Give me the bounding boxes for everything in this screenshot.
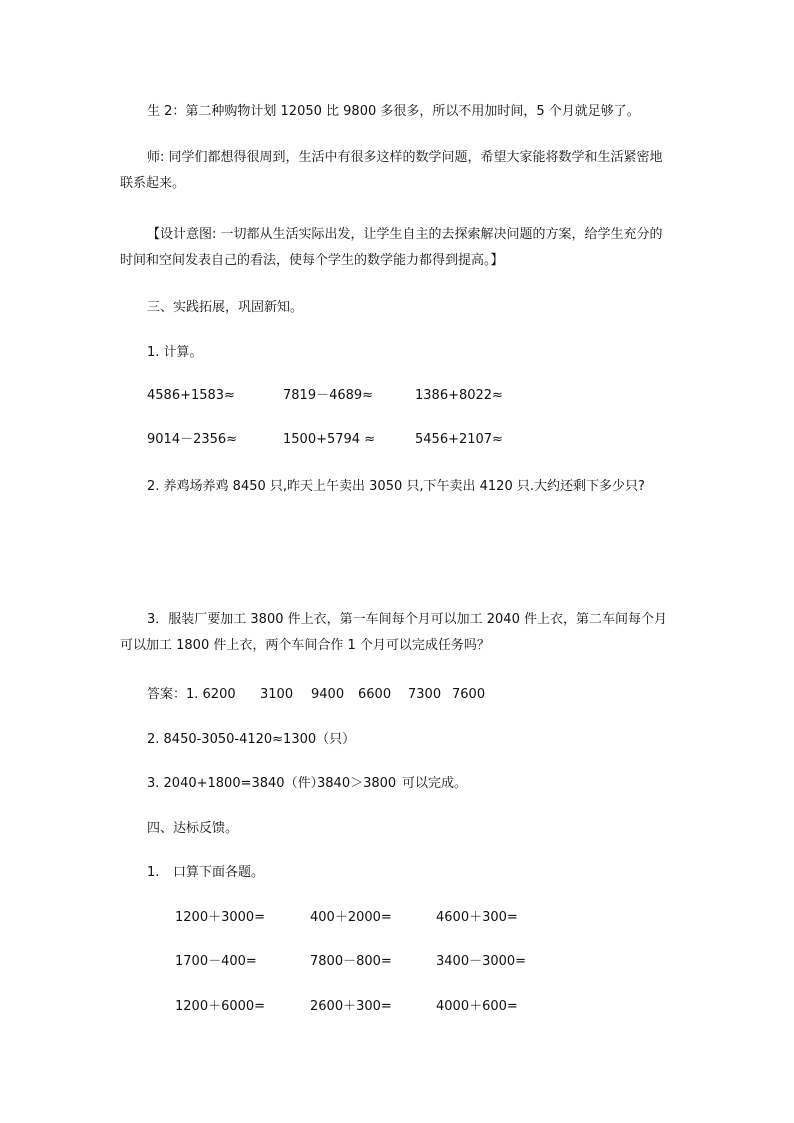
question-1: 1. 计算。	[147, 345, 203, 360]
answer-2: 2. 8450-3050-4120≈1300（只）	[147, 732, 356, 747]
calc-item: 5456+2107≈	[415, 432, 503, 447]
answer-label: 答案：1. 6200	[147, 687, 236, 702]
question-4-text: 口算下面各题。	[173, 865, 265, 880]
calc-item: 9014－2356≈	[147, 432, 238, 447]
answer-value: 9400	[311, 687, 345, 702]
answer-value: 3100	[260, 687, 294, 702]
calc-item: 1386+8022≈	[415, 388, 503, 403]
oral-item: 3400－3000=	[436, 954, 527, 969]
calc-item: 7819－4689≈	[283, 388, 374, 403]
oral-item: 1200＋3000=	[175, 910, 266, 925]
answer-3-conclusion: 可以完成。	[402, 776, 468, 791]
oral-item: 1700－400=	[175, 954, 257, 969]
answer-value: 7600	[452, 687, 486, 702]
answer-3-comparison: 3840＞3800	[317, 776, 397, 791]
question-2: 2. 养鸡场养鸡 8450 只,昨天上午卖出 3050 只,下午卖出 4120 只.大约还剩下多少只?	[147, 479, 645, 494]
oral-item: 7800－800=	[310, 954, 392, 969]
answer-value: 6600	[358, 687, 392, 702]
paragraph-teacher: 师: 同学们都想得很周到，生活中有很多这样的数学问题，希望大家能将数学和生活紧密地联系起来。	[120, 150, 663, 191]
question-3: 3．服装厂要加工 3800 件上衣，第一车间每个月可以加工 2040 件上衣，第二车间每个月可以加工 1800 件上衣，两个车间合作 1 个月可以完成任务吗？	[120, 612, 667, 653]
paragraph-student-2: 生 2：第二种购物计划 12050 比 9800 多很多，所以不用加时间，5 个月就足够了。	[147, 104, 640, 119]
paragraph-design-intent: 【设计意图: 一切都从生活实际出发，让学生自主的去探索解决问题的方案，给学生充分的时间和空间发表自己的看法，使每个学生的数学能力都得到提高。】	[120, 227, 663, 268]
oral-item: 4600＋300=	[436, 910, 518, 925]
answer-value: 7300	[408, 687, 442, 702]
section-3-heading: 三、实践拓展，巩固新知。	[147, 300, 304, 315]
oral-item: 4000＋600=	[436, 999, 518, 1014]
oral-item: 400＋2000=	[310, 910, 392, 925]
oral-item: 1200＋6000=	[175, 999, 266, 1014]
section-4-heading: 四、达标反馈。	[147, 821, 239, 836]
question-4-number: 1.	[147, 865, 160, 880]
calc-item: 4586+1583≈	[147, 388, 235, 403]
oral-item: 2600＋300=	[310, 999, 392, 1014]
calc-item: 1500+5794 ≈	[283, 432, 376, 447]
answer-3-expression: 3. 2040+1800=3840（件）	[147, 776, 324, 791]
